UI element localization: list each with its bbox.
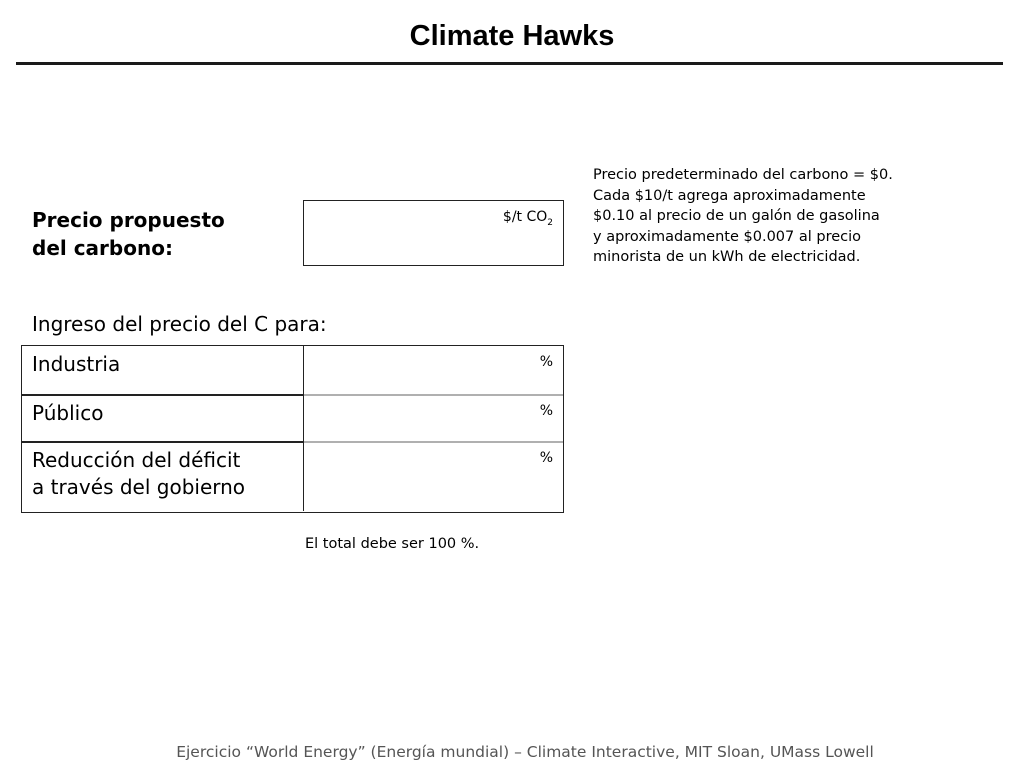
revenue-heading: Ingreso del precio del C para: <box>32 312 327 336</box>
percent-unit: % <box>539 354 553 370</box>
revenue-row-label-text: Industria <box>32 352 121 376</box>
note-line: Cada $10/t agrega aproximadamente <box>593 187 866 204</box>
total-note: El total debe ser 100 %. <box>305 536 480 552</box>
percent-unit: % <box>539 450 553 466</box>
note-line: $0.10 al precio de un galón de gasolina <box>593 208 880 224</box>
revenue-row-label <box>22 346 304 395</box>
revenue-row-industria <box>22 346 563 395</box>
percent-unit: % <box>539 403 553 419</box>
revenue-publico-input[interactable] <box>304 395 563 442</box>
revenue-row-label-text: Público <box>32 401 104 425</box>
note-line: Precio predeterminado del carbono = $0. <box>593 167 893 183</box>
revenue-row-label <box>22 442 304 511</box>
revenue-row-label-text: a través del gobierno <box>32 475 246 499</box>
revenue-row-deficit <box>22 442 563 511</box>
carbon-price-label-line2: del carbono: <box>32 236 173 260</box>
carbon-price-note <box>593 165 893 268</box>
carbon-price-unit-text: $/t CO <box>502 209 548 225</box>
page-title: Climate Hawks <box>409 20 615 52</box>
revenue-row-publico <box>22 395 563 442</box>
title-divider <box>16 62 1003 65</box>
carbon-price-unit <box>503 209 553 228</box>
note-line: y aproximadamente $0.007 al precio <box>593 228 862 245</box>
footer-credit: Ejercicio “World Energy” (Energía mundial) – Climate Interactive, MIT Sloan, UMass Lowell <box>176 743 874 761</box>
revenue-industria-input[interactable] <box>304 346 563 395</box>
revenue-table <box>21 345 564 513</box>
revenue-deficit-input[interactable] <box>304 442 563 511</box>
carbon-price-label-line1: Precio propuesto <box>32 208 225 232</box>
revenue-row-label-text: Reducción del déficit <box>32 448 241 472</box>
revenue-row-label <box>22 395 304 442</box>
note-line: minorista de un kWh de electricidad. <box>593 249 861 265</box>
carbon-price-unit-subscript: 2 <box>547 217 553 228</box>
carbon-price-label <box>32 206 292 262</box>
carbon-price-input[interactable] <box>303 200 564 266</box>
